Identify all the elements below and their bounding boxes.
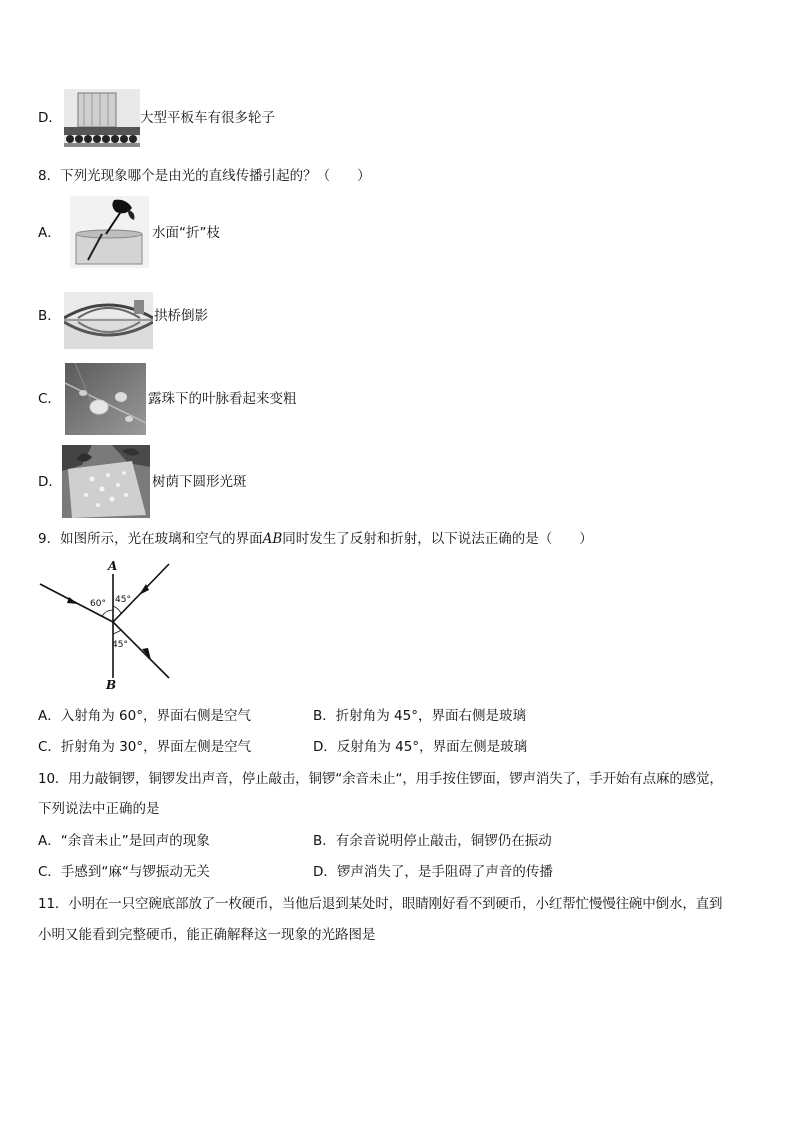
label-b: B [106, 678, 117, 690]
q11-stem-line2: 小明又能看到完整硬币，能正确解释这一现象的光路图是 [38, 927, 376, 943]
q10-option-a: A．“余音未止”是回声的现象 [38, 833, 210, 849]
bent-branch-image [70, 196, 149, 268]
q9-stem [38, 530, 593, 548]
tree-shade-light-spots-image [62, 445, 150, 518]
label-a: A [108, 560, 118, 573]
angle-label-45-bottom: 45° [112, 640, 128, 650]
lower-right-ray [113, 622, 169, 678]
angle-arc-60 [102, 610, 113, 616]
q10-option-b: B．有余音说明停止敲击，铜锣仍在振动 [313, 833, 552, 849]
refraction-diagram [38, 560, 178, 690]
q9-option-b: B．折射角为 45°，界面右侧是玻璃 [313, 708, 526, 724]
q8-option-d-letter: D． [38, 474, 62, 490]
q9-stem-post: 同时发生了反射和折射，以下说法正确的是（ ） [282, 531, 593, 547]
q8-option-b-text: 拱桥倒影 [154, 308, 208, 324]
dewdrop-leaf-image [65, 363, 146, 435]
angle-arc-45-top [113, 606, 121, 613]
q10-stem-line2: 下列说法中正确的是 [38, 801, 160, 817]
q10-stem-line1: 10．用力敲铜锣，铜锣发出声音，停止敲击，铜锣“余音未止“，用手按住锣面，锣声消失了，手开始有点麻的感觉， [38, 771, 723, 787]
q8-option-d-text: 树荫下圆形光斑 [152, 474, 247, 490]
arch-bridge-image [64, 292, 153, 349]
angle-label-60: 60° [90, 599, 106, 609]
q8-stem: 8．下列光现象哪个是由光的直线传播引起的？（ ） [38, 168, 371, 184]
q9-stem-pre: 9．如图所示，光在玻璃和空气的界面 [38, 531, 263, 547]
angle-label-45-top: 45° [115, 595, 131, 605]
angle-arc-45-bottom [113, 630, 121, 634]
q10-option-c: C．手感到“麻“与锣振动无关 [38, 864, 210, 880]
q9-option-a: A．入射角为 60°，界面右侧是空气 [38, 708, 251, 724]
lower-right-ray-arrow [142, 648, 151, 660]
q8-option-c-text: 露珠下的叶脉看起来变粗 [148, 391, 297, 407]
q8-option-a-text: 水面“折”枝 [152, 225, 220, 241]
q8-option-a-letter: A． [38, 225, 61, 241]
q10-option-d: D．锣声消失了，是手阻碍了声音的传播 [313, 864, 553, 880]
q7-option-d-letter: D． [38, 110, 62, 126]
q9-stem-ab: AB [262, 531, 283, 547]
flatbed-truck-image [64, 89, 140, 147]
q9-option-d: D．反射角为 45°，界面左侧是玻璃 [313, 739, 528, 755]
q8-option-b-letter: B． [38, 308, 61, 324]
q8-option-c-letter: C． [38, 391, 61, 407]
q11-stem-line1: 11．小明在一只空碗底部放了一枚硬币，当他后退到某处时，眼睛刚好看不到硬币，小红帮忙慢慢往碗中倒水，直到 [38, 896, 723, 912]
q7-option-d-text: 大型平板车有很多轮子 [140, 110, 275, 126]
q9-option-c: C．折射角为 30°，界面左侧是空气 [38, 739, 252, 755]
